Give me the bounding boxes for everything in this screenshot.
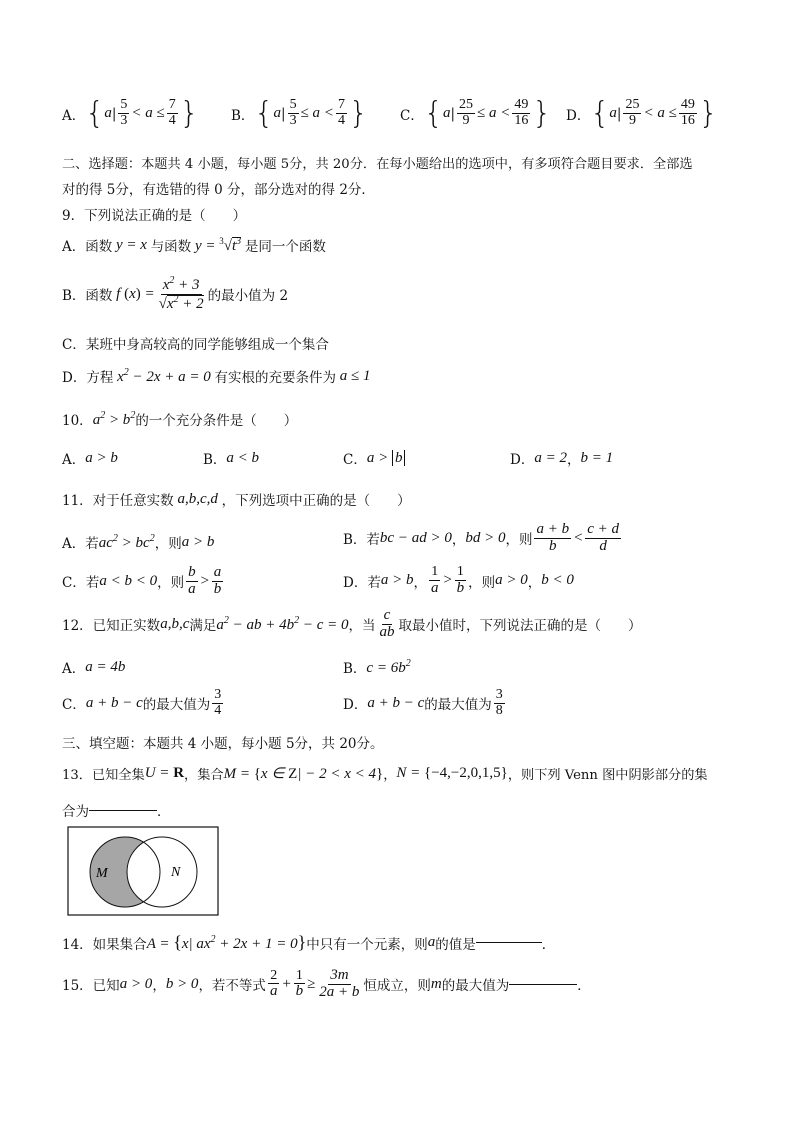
- section3-header: 三、填空题：本题共 4 小题，每小题 5分，共 20分。: [62, 736, 384, 752]
- fraction: $\frac{a}{b}$: [213, 564, 222, 597]
- fraction: $\frac{5}{3}$: [120, 97, 128, 128]
- section2-line2: 对的得 5分，有选错的得 0 分，部分选对的得 2分．: [62, 182, 375, 198]
- q12-option-c: C． a + b − c 的最大值为 $\frac{3}{4}$: [62, 687, 222, 718]
- q11-option-a: A．若 $ac^2 > bc^2$ ，则 a > b: [62, 532, 215, 552]
- q12-option-b: B． $c = 6b^2$: [343, 657, 411, 677]
- q9-option-c: C．某班中身高较高的同学能够组成一个集合: [62, 337, 329, 353]
- fraction: $\frac{25}{9}$: [625, 97, 640, 128]
- fraction: $\frac{7}{4}$: [337, 97, 345, 128]
- q10-option-c: C． a > b: [343, 448, 405, 468]
- answer-blank[interactable]: [476, 942, 542, 943]
- q9-option-d: D．方程 $x^2 - 2x + a = 0$ 有实根的充要条件为 a ≤ 1: [62, 366, 371, 386]
- q10-option-d: D． a = 2 ， b = 1: [510, 449, 614, 468]
- q8-option-d: D． { a | $\frac{25}{9}$ < a ≤ $\frac{49}{16}$ }: [566, 96, 718, 131]
- q9-option-a: A．函数 y = x 与函数 $y = ^3√t^3$ 是同一个函数: [62, 235, 326, 255]
- q11-option-d: D．若 a > b ， $\frac{1}{a}$ > $\frac{1}{b}$ ，则 a > 0 ， b < 0: [343, 564, 574, 596]
- fraction: $\frac{1}{a}$: [430, 564, 439, 596]
- q13-line1: 13．已知全集 U = R ，集合 M = {x ∈ Z| − 2 < x < 4} ， N = {−4,−2,0,1,5} ，则下列 Venn 图中阴影部分的集: [62, 765, 708, 783]
- q14: 14．如果集合 A = {x| $ax^2 + 2x + 1 = 0$} 中只有一个元素，则 a 的值是 ．: [62, 932, 556, 953]
- venn-label-n: N: [171, 865, 181, 880]
- q10-stem: 10． $a^2 > b^2$ 的一个充分条件是（ ）: [62, 409, 298, 429]
- fraction: $\frac{c + d}{d}$: [587, 521, 619, 554]
- fraction: $\frac{1}{b}$: [456, 564, 465, 596]
- fraction: $\frac{a + b}{b}$: [536, 521, 570, 554]
- q8-option-b: B． { a | $\frac{5}{3}$ ≤ a < $\frac{7}{4}$ }: [231, 96, 369, 131]
- fraction: $\frac{3m}{2a + b}$: [319, 967, 360, 1000]
- fraction: $\frac{3}{4}$: [214, 687, 222, 718]
- fraction: $\frac{b}{a}$: [188, 564, 196, 597]
- fraction: $\frac{5}{3}$: [289, 97, 297, 128]
- answer-blank[interactable]: [509, 984, 577, 985]
- venn-label-m: M: [96, 866, 108, 881]
- fraction: $\frac{49}{16}$: [514, 97, 529, 128]
- q9-option-b: B．函数 f (x) = $\frac{x^2 + 3}{√x^2 + 2}$ 的最小值为 2: [62, 275, 289, 312]
- fraction: $\frac{c}{ab}$: [379, 607, 395, 640]
- q8-option-c: C． { a | $\frac{25}{9}$ ≤ a < $\frac{49}{16}$ }: [400, 96, 552, 131]
- fraction: $\frac{7}{4}$: [168, 97, 176, 128]
- q12-option-a: A． a = 4b: [62, 658, 126, 677]
- q11-option-c: C．若 a < b < 0 ，则 $\frac{b}{a}$ > $\frac{a}{b}$: [62, 564, 222, 597]
- q9-stem: 9．下列说法正确的是（ ）: [62, 208, 247, 224]
- fraction: $\frac{2}{a}$: [269, 967, 278, 1000]
- q11-option-b: B．若 bc − ad > 0 ， bd > 0 ，则 $\frac{a + b}{b}$ < $\frac{c + d}{d}$: [343, 521, 619, 554]
- q10-option-a: A． a > b: [62, 449, 118, 468]
- fraction: $\frac{3}{8}$: [495, 687, 503, 718]
- fraction: $\frac{x^2 + 3}{√x^2 + 2}$: [158, 275, 204, 312]
- q12-option-d: D． a + b − c 的最大值为 $\frac{3}{8}$: [343, 687, 503, 718]
- fraction: $\frac{1}{b}$: [295, 967, 304, 1000]
- venn-diagram: [67, 826, 219, 916]
- q12-stem: 12．已知正实数 a,b,c 满足 $a^2$ − ab + $4b^2 - c = 0$ ，当 $\frac{c}{ab}$ 取最小值时，下列说法正确的是（ ）: [62, 607, 642, 640]
- fraction: $\frac{49}{16}$: [680, 97, 695, 128]
- q15: 15．已知 a > 0 ， b > 0 ，若不等式 $\frac{2}{a}$ + $\frac{1}{b}$ ≥ $\frac{3m}{2a + b}$ 恒成立，则 m 的最大值为 ．: [62, 967, 591, 1000]
- q11-stem: 11．对于任意实数 a,b,c,d ，下列选项中正确的是（ ）: [62, 490, 411, 509]
- q10-option-b: B． a < b: [203, 449, 260, 468]
- fraction: $\frac{25}{9}$: [459, 97, 473, 128]
- section2-line1: 二、选择题：本题共 4 小题，每小题 5分，共 20分．在每小题给出的选项中，有多项符合题目要求．全部选: [62, 157, 693, 172]
- q8-option-a: A． { a | $\frac{5}{3}$ < a ≤ $\frac{7}{4}$ }: [62, 96, 199, 131]
- q13-line2: 合为 ．: [62, 804, 171, 820]
- answer-blank[interactable]: [89, 810, 157, 811]
